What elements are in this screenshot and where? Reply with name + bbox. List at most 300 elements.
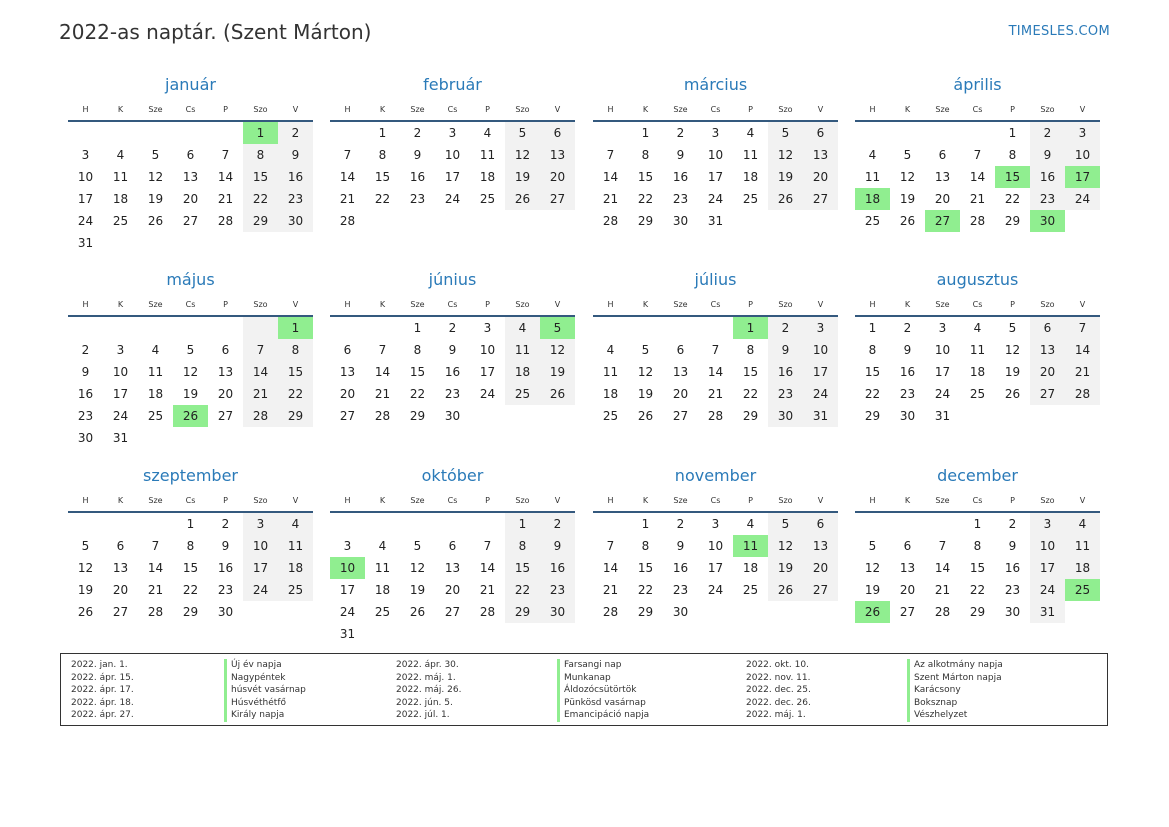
- day-cell: 1: [733, 317, 768, 339]
- weekday-label: Sze: [673, 300, 688, 309]
- day-cell: 14: [217, 170, 234, 184]
- day-cell: 19: [637, 387, 654, 401]
- weekday-header: [68, 100, 313, 122]
- day-cell: 2: [676, 517, 685, 531]
- weekday-header: [593, 491, 838, 513]
- empty-cell: [890, 513, 925, 535]
- day-cell: 5: [505, 122, 540, 144]
- day-cell: 26: [77, 605, 94, 619]
- day-cell: 24: [112, 409, 129, 423]
- weekday-label: Sze: [935, 300, 950, 309]
- day-cell: 24: [77, 214, 94, 228]
- weekday-label: K: [904, 300, 911, 309]
- day-cell: 1: [1008, 126, 1017, 140]
- day-cell: 4: [1065, 513, 1100, 535]
- day-cell: 15: [969, 561, 986, 575]
- day-cell: 27: [217, 409, 234, 423]
- weekday-label: Sze: [673, 105, 688, 114]
- day-cell: 8: [973, 539, 982, 553]
- page-title: 2022-as naptár. (Szent Márton): [59, 20, 372, 44]
- day-grid: [68, 122, 313, 254]
- day-cell: 8: [868, 343, 877, 357]
- day-cell: 10: [1065, 144, 1100, 166]
- day-cell: 17: [243, 557, 278, 579]
- weekday-label: V: [817, 496, 824, 505]
- day-cell: 29: [864, 409, 881, 423]
- day-cell: 21: [602, 583, 619, 597]
- day-cell: 22: [409, 387, 426, 401]
- weekday-label: H: [344, 300, 351, 309]
- day-cell: 28: [602, 605, 619, 619]
- day-cell: 28: [969, 214, 986, 228]
- day-cell: 10: [77, 170, 94, 184]
- day-cell: 9: [221, 539, 230, 553]
- day-cell: 23: [444, 387, 461, 401]
- weekday-label: P: [1010, 496, 1015, 505]
- day-cell: 13: [899, 561, 916, 575]
- day-cell: 26: [1004, 387, 1021, 401]
- empty-cell: [925, 122, 960, 144]
- day-cell: 9: [81, 365, 90, 379]
- holiday-legend: [60, 653, 1108, 726]
- day-cell: 27: [339, 409, 356, 423]
- weekday-label: Cs: [710, 105, 721, 114]
- day-cell: 29: [742, 409, 759, 423]
- day-cell: 23: [540, 579, 575, 601]
- day-cell: 26: [147, 214, 164, 228]
- day-cell: 27: [1030, 383, 1065, 405]
- weekday-label: Cs: [710, 496, 721, 505]
- day-cell: 22: [243, 188, 278, 210]
- day-cell: 8: [746, 343, 755, 357]
- month-január: [68, 70, 313, 254]
- day-cell: 6: [221, 343, 230, 357]
- day-cell: 29: [637, 605, 654, 619]
- day-cell: 17: [339, 583, 356, 597]
- weekday-label: H: [607, 300, 614, 309]
- legend-date: 2022. dec. 26.: [746, 697, 811, 708]
- day-cell: 20: [899, 583, 916, 597]
- day-cell: 25: [864, 214, 881, 228]
- empty-cell: [103, 122, 138, 144]
- weekday-header: [593, 100, 838, 122]
- day-cell: 23: [768, 383, 803, 405]
- day-grid: [593, 317, 838, 427]
- day-cell: 30: [217, 605, 234, 619]
- day-cell: 4: [746, 517, 755, 531]
- day-cell: 18: [742, 561, 759, 575]
- weekday-label: V: [1079, 105, 1086, 114]
- day-cell: 12: [505, 144, 540, 166]
- day-cell: 25: [112, 214, 129, 228]
- brand-link[interactable]: TIMESLES.COM: [1008, 24, 1110, 39]
- day-cell: 30: [77, 431, 94, 445]
- day-cell: 11: [602, 365, 619, 379]
- day-cell: 12: [1004, 343, 1021, 357]
- day-cell: 30: [444, 409, 461, 423]
- day-cell: 2: [221, 517, 230, 531]
- weekday-label: Cs: [185, 300, 196, 309]
- weekday-label: Cs: [972, 105, 983, 114]
- day-cell: 29: [409, 409, 426, 423]
- day-cell: 21: [374, 387, 391, 401]
- day-cell: 10: [330, 557, 365, 579]
- weekday-header: [330, 295, 575, 317]
- legend-names-col-1: [224, 659, 306, 722]
- weekday-label: V: [817, 105, 824, 114]
- day-cell: 14: [602, 561, 619, 575]
- weekday-label: Cs: [185, 105, 196, 114]
- day-cell: 3: [1030, 513, 1065, 535]
- empty-cell: [138, 122, 173, 144]
- day-cell: 12: [768, 144, 803, 166]
- day-cell: 12: [899, 170, 916, 184]
- weekday-label: Sze: [935, 105, 950, 114]
- day-cell: 29: [243, 210, 278, 232]
- month-október: [330, 461, 575, 645]
- weekday-label: Sze: [410, 300, 425, 309]
- day-cell: 21: [217, 192, 234, 206]
- empty-cell: [365, 317, 400, 339]
- day-cell: 7: [606, 539, 615, 553]
- day-cell: 26: [768, 579, 803, 601]
- legend-holiday-name: Új év napja: [224, 659, 306, 672]
- weekday-label: V: [554, 300, 561, 309]
- legend-names-col-3: [907, 659, 1003, 722]
- month-name: augusztus: [936, 270, 1019, 289]
- day-cell: 22: [278, 383, 313, 405]
- day-cell: 13: [540, 144, 575, 166]
- day-grid: [68, 513, 313, 623]
- day-cell: 28: [339, 214, 356, 228]
- day-cell: 5: [540, 317, 575, 339]
- day-cell: 15: [278, 361, 313, 383]
- empty-cell: [103, 513, 138, 535]
- day-cell: 30: [1004, 605, 1021, 619]
- day-cell: 12: [864, 561, 881, 575]
- day-cell: 16: [672, 170, 689, 184]
- day-cell: 15: [374, 170, 391, 184]
- day-cell: 17: [707, 170, 724, 184]
- day-cell: 27: [925, 210, 960, 232]
- day-cell: 29: [278, 405, 313, 427]
- day-cell: 11: [278, 535, 313, 557]
- day-cell: 6: [1030, 317, 1065, 339]
- month-name: november: [674, 466, 757, 485]
- day-cell: 25: [374, 605, 391, 619]
- empty-cell: [138, 513, 173, 535]
- day-cell: 23: [217, 583, 234, 597]
- weekday-label: Szo: [515, 496, 530, 505]
- day-cell: 8: [278, 339, 313, 361]
- weekday-label: P: [485, 300, 490, 309]
- day-cell: 30: [672, 605, 689, 619]
- day-cell: 5: [186, 343, 195, 357]
- day-cell: 28: [602, 214, 619, 228]
- day-cell: 7: [606, 148, 615, 162]
- day-cell: 9: [540, 535, 575, 557]
- day-cell: 21: [934, 583, 951, 597]
- day-cell: 12: [182, 365, 199, 379]
- weekday-label: K: [117, 496, 124, 505]
- weekday-label: V: [554, 105, 561, 114]
- day-cell: 8: [413, 343, 422, 357]
- weekday-label: P: [485, 105, 490, 114]
- day-cell: 15: [505, 557, 540, 579]
- legend-date: 2022. ápr. 27.: [71, 710, 134, 721]
- day-cell: 22: [637, 583, 654, 597]
- day-cell: 10: [1030, 535, 1065, 557]
- day-cell: 14: [707, 365, 724, 379]
- day-cell: 10: [112, 365, 129, 379]
- day-cell: 21: [602, 192, 619, 206]
- day-cell: 28: [243, 405, 278, 427]
- day-cell: 9: [676, 539, 685, 553]
- legend-holiday-name: Farsangi nap: [557, 659, 649, 672]
- weekday-label: Cs: [447, 300, 458, 309]
- day-cell: 1: [243, 122, 278, 144]
- month-name: április: [953, 75, 1002, 94]
- day-cell: 14: [147, 561, 164, 575]
- empty-cell: [593, 122, 628, 144]
- day-cell: 25: [479, 192, 496, 206]
- day-cell: 14: [1065, 339, 1100, 361]
- month-június: [330, 265, 575, 427]
- month-name: július: [694, 270, 737, 289]
- day-cell: 2: [1030, 122, 1065, 144]
- day-cell: 30: [540, 601, 575, 623]
- day-cell: 14: [243, 361, 278, 383]
- day-cell: 1: [413, 321, 422, 335]
- day-cell: 22: [374, 192, 391, 206]
- weekday-label: Sze: [410, 105, 425, 114]
- day-cell: 23: [672, 583, 689, 597]
- weekday-label: H: [607, 496, 614, 505]
- empty-cell: [173, 317, 208, 339]
- day-cell: 15: [995, 166, 1030, 188]
- day-cell: 8: [378, 148, 387, 162]
- weekday-label: Sze: [673, 496, 688, 505]
- weekday-label: V: [292, 496, 299, 505]
- day-cell: 7: [483, 539, 492, 553]
- weekday-label: H: [869, 105, 876, 114]
- day-cell: 20: [182, 192, 199, 206]
- day-cell: 26: [540, 383, 575, 405]
- day-cell: 3: [343, 539, 352, 553]
- day-grid: [330, 122, 575, 232]
- empty-cell: [330, 513, 365, 535]
- legend-holiday-name: Emancipáció napja: [557, 709, 649, 722]
- day-cell: 11: [112, 170, 129, 184]
- day-cell: 20: [540, 166, 575, 188]
- day-cell: 1: [641, 517, 650, 531]
- day-cell: 23: [899, 387, 916, 401]
- weekday-header: [68, 491, 313, 513]
- day-cell: 26: [855, 601, 890, 623]
- weekday-label: Szo: [1040, 105, 1055, 114]
- empty-cell: [330, 122, 365, 144]
- day-cell: 24: [707, 583, 724, 597]
- day-cell: 16: [77, 387, 94, 401]
- day-cell: 8: [1008, 148, 1017, 162]
- weekday-label: H: [344, 105, 351, 114]
- day-cell: 20: [803, 166, 838, 188]
- day-grid: [855, 513, 1100, 623]
- weekday-label: K: [379, 300, 386, 309]
- day-cell: 27: [540, 188, 575, 210]
- day-cell: 7: [938, 539, 947, 553]
- weekday-header: [593, 295, 838, 317]
- day-cell: 15: [243, 166, 278, 188]
- day-cell: 27: [444, 605, 461, 619]
- legend-names-col-2: [557, 659, 649, 722]
- day-cell: 7: [221, 148, 230, 162]
- empty-cell: [103, 317, 138, 339]
- day-cell: 16: [1004, 561, 1021, 575]
- day-cell: 5: [768, 513, 803, 535]
- day-cell: 4: [505, 317, 540, 339]
- day-cell: 13: [803, 144, 838, 166]
- weekday-label: Cs: [710, 300, 721, 309]
- weekday-header: [330, 491, 575, 513]
- day-cell: 21: [969, 192, 986, 206]
- legend-holiday-name: Karácsony: [907, 684, 1003, 697]
- day-cell: 11: [742, 148, 759, 162]
- day-cell: 26: [637, 409, 654, 423]
- day-cell: 3: [116, 343, 125, 357]
- day-cell: 16: [278, 166, 313, 188]
- day-cell: 10: [707, 539, 724, 553]
- weekday-label: K: [117, 300, 124, 309]
- day-cell: 17: [1065, 166, 1100, 188]
- day-cell: 18: [969, 365, 986, 379]
- day-cell: 24: [444, 192, 461, 206]
- day-cell: 13: [934, 170, 951, 184]
- day-cell: 10: [479, 343, 496, 357]
- day-cell: 14: [479, 561, 496, 575]
- legend-date: 2022. máj. 1.: [746, 710, 806, 721]
- day-cell: 10: [444, 148, 461, 162]
- legend-holiday-name: Az alkotmány napja: [907, 659, 1003, 672]
- day-cell: 11: [733, 535, 768, 557]
- legend-date: 2022. júl. 1.: [396, 710, 450, 721]
- weekday-label: Szo: [253, 105, 268, 114]
- empty-cell: [435, 513, 470, 535]
- day-cell: 3: [711, 517, 720, 531]
- day-cell: 2: [81, 343, 90, 357]
- day-grid: [593, 122, 838, 232]
- day-cell: 13: [444, 561, 461, 575]
- weekday-label: V: [817, 300, 824, 309]
- day-cell: 15: [409, 365, 426, 379]
- month-name: szeptember: [142, 466, 238, 485]
- weekday-header: [855, 100, 1100, 122]
- month-name: május: [166, 270, 215, 289]
- day-cell: 18: [112, 192, 129, 206]
- day-cell: 13: [182, 170, 199, 184]
- day-cell: 11: [969, 343, 986, 357]
- month-name: február: [423, 75, 482, 94]
- day-cell: 12: [540, 339, 575, 361]
- legend-date: 2022. máj. 1.: [396, 672, 456, 683]
- weekday-label: Szo: [515, 300, 530, 309]
- day-cell: 5: [413, 539, 422, 553]
- day-cell: 2: [1008, 517, 1017, 531]
- weekday-header: [855, 295, 1100, 317]
- day-cell: 19: [182, 387, 199, 401]
- day-cell: 4: [606, 343, 615, 357]
- day-cell: 17: [707, 561, 724, 575]
- day-cell: 13: [112, 561, 129, 575]
- day-cell: 4: [378, 539, 387, 553]
- day-cell: 29: [969, 605, 986, 619]
- day-cell: 26: [505, 188, 540, 210]
- day-cell: 28: [479, 605, 496, 619]
- weekday-label: Szo: [778, 105, 793, 114]
- weekday-label: Sze: [148, 300, 163, 309]
- day-cell: 26: [899, 214, 916, 228]
- day-cell: 27: [899, 605, 916, 619]
- weekday-header: [68, 295, 313, 317]
- day-cell: 3: [803, 317, 838, 339]
- day-cell: 28: [934, 605, 951, 619]
- empty-cell: [855, 513, 890, 535]
- day-cell: 17: [112, 387, 129, 401]
- day-cell: 6: [938, 148, 947, 162]
- day-cell: 11: [505, 339, 540, 361]
- day-cell: 5: [1008, 321, 1017, 335]
- day-cell: 18: [278, 557, 313, 579]
- weekday-label: H: [82, 496, 89, 505]
- day-cell: 7: [711, 343, 720, 357]
- weekday-label: Szo: [253, 300, 268, 309]
- day-cell: 25: [742, 192, 759, 206]
- day-cell: 19: [147, 192, 164, 206]
- legend-holiday-name: Király napja: [224, 709, 306, 722]
- day-cell: 29: [1004, 214, 1021, 228]
- day-cell: 2: [903, 321, 912, 335]
- day-cell: 3: [483, 321, 492, 335]
- weekday-label: P: [223, 300, 228, 309]
- day-cell: 8: [641, 539, 650, 553]
- weekday-label: P: [748, 105, 753, 114]
- weekday-label: Cs: [447, 496, 458, 505]
- day-cell: 13: [1030, 339, 1065, 361]
- day-cell: 24: [1065, 188, 1100, 210]
- legend-holiday-name: Áldozócsütörtök: [557, 684, 649, 697]
- day-cell: 1: [641, 126, 650, 140]
- day-cell: 3: [1065, 122, 1100, 144]
- legend-holiday-name: húsvét vasárnap: [224, 684, 306, 697]
- empty-cell: [243, 317, 278, 339]
- day-cell: 2: [278, 122, 313, 144]
- weekday-label: K: [642, 496, 649, 505]
- day-cell: 21: [147, 583, 164, 597]
- day-cell: 27: [112, 605, 129, 619]
- empty-cell: [855, 122, 890, 144]
- day-cell: 26: [768, 188, 803, 210]
- day-cell: 6: [540, 122, 575, 144]
- day-cell: 27: [803, 188, 838, 210]
- day-cell: 2: [768, 317, 803, 339]
- empty-cell: [890, 122, 925, 144]
- month-name: március: [683, 75, 748, 94]
- day-cell: 6: [803, 513, 838, 535]
- weekday-label: V: [554, 496, 561, 505]
- weekday-label: Sze: [148, 105, 163, 114]
- day-grid: [330, 317, 575, 427]
- day-cell: 5: [641, 343, 650, 357]
